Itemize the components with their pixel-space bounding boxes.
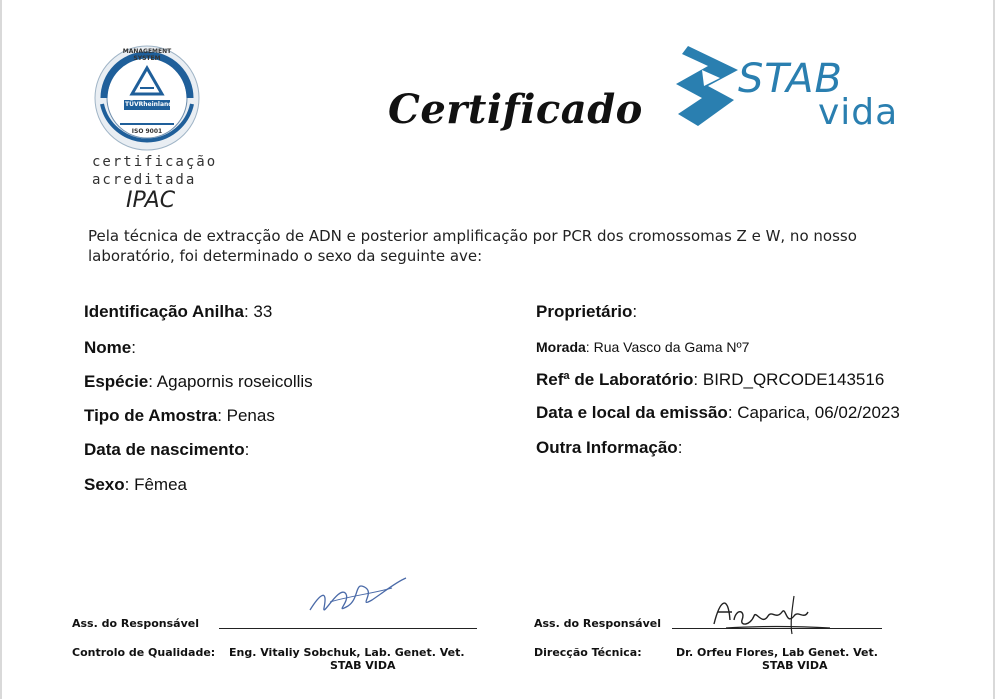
brand-vida-text: vida	[818, 92, 899, 133]
seal-ring-text: MANAGEMENT SYSTEM	[122, 48, 172, 62]
field-label: Sexo	[84, 475, 125, 494]
field-ref-laboratorio: Refª de Laboratório: BIRD_QRCODE143516	[536, 370, 885, 389]
field-label: Data e local da emissão	[536, 403, 728, 422]
field-sexo: Sexo: Fêmea	[84, 475, 188, 494]
field-label: Nome	[84, 338, 132, 357]
field-label: Morada	[536, 339, 586, 355]
signature-label-left: Ass. do Responsável	[72, 617, 199, 630]
certificate-title: Certificado	[388, 86, 643, 133]
signature-name-right: Dr. Orfeu Flores, Lab Genet. Vet.	[676, 646, 878, 659]
field-label: Data de nascimento	[84, 440, 245, 459]
page-border-left	[0, 0, 2, 699]
signature-role-right: Direcção Técnica:	[534, 646, 642, 659]
field-value: Penas	[226, 406, 275, 425]
field-identificacao-anilha: Identificação Anilha: 33	[84, 302, 273, 321]
seal-standard: ISO 9001	[131, 128, 163, 135]
certification-seal	[90, 42, 218, 213]
field-nome: Nome:	[84, 338, 136, 357]
field-value: Rua Vasco da Gama Nº7	[593, 339, 750, 355]
field-label: Identificação Anilha	[84, 302, 244, 321]
brand-stab-text: STAB	[738, 56, 843, 102]
dna-helix-icon	[668, 40, 748, 130]
field-value: BIRD_QRCODE143516	[702, 370, 885, 389]
field-value: Fêmea	[134, 475, 188, 494]
field-proprietario: Proprietário:	[536, 302, 638, 321]
seal-brand: TÜVRheinland	[125, 101, 173, 108]
signature-left-icon	[300, 574, 410, 622]
field-label: Refª de Laboratório	[536, 370, 694, 389]
signature-line-right	[672, 628, 882, 629]
stab-vida-logo	[668, 40, 943, 140]
field-label: Proprietário	[536, 302, 633, 321]
field-value: 33	[253, 302, 273, 321]
signature-label-right: Ass. do Responsável	[534, 617, 661, 630]
field-label: Espécie	[84, 372, 149, 391]
field-morada: Morada: Rua Vasco da Gama Nº7	[536, 339, 750, 355]
seal-text-line2: acreditada	[92, 172, 197, 188]
seal-text-line1: certificação	[92, 154, 218, 170]
intro-paragraph: Pela técnica de extracção de ADN e posterior amplificação por PCR dos cromossomas Z e W, no nosso laboratório, foi determinado o sexo da seguinte ave:	[88, 227, 857, 265]
signature-line-left	[219, 628, 477, 629]
field-data-nascimento: Data de nascimento:	[84, 440, 250, 459]
signature-name-left: Eng. Vitaliy Sobchuk, Lab. Genet. Vet.	[229, 646, 465, 659]
field-data-local-emissao: Data e local da emissão: Caparica, 06/02/2023	[536, 403, 900, 422]
signature-org-right: STAB VIDA	[762, 659, 828, 672]
field-label: Outra Informação	[536, 438, 678, 457]
ipac-logo: IPAC	[126, 188, 176, 213]
field-outra-informacao: Outra Informação:	[536, 438, 683, 457]
field-label: Tipo de Amostra	[84, 406, 218, 425]
field-value: Caparica, 06/02/2023	[737, 403, 900, 422]
signature-org-left: STAB VIDA	[330, 659, 396, 672]
signature-right-icon	[706, 590, 836, 640]
field-tipo-amostra: Tipo de Amostra: Penas	[84, 406, 275, 425]
field-especie: Espécie: Agapornis roseicollis	[84, 372, 313, 391]
field-value: Agapornis roseicollis	[156, 372, 313, 391]
signature-role-left: Controlo de Qualidade:	[72, 646, 216, 659]
